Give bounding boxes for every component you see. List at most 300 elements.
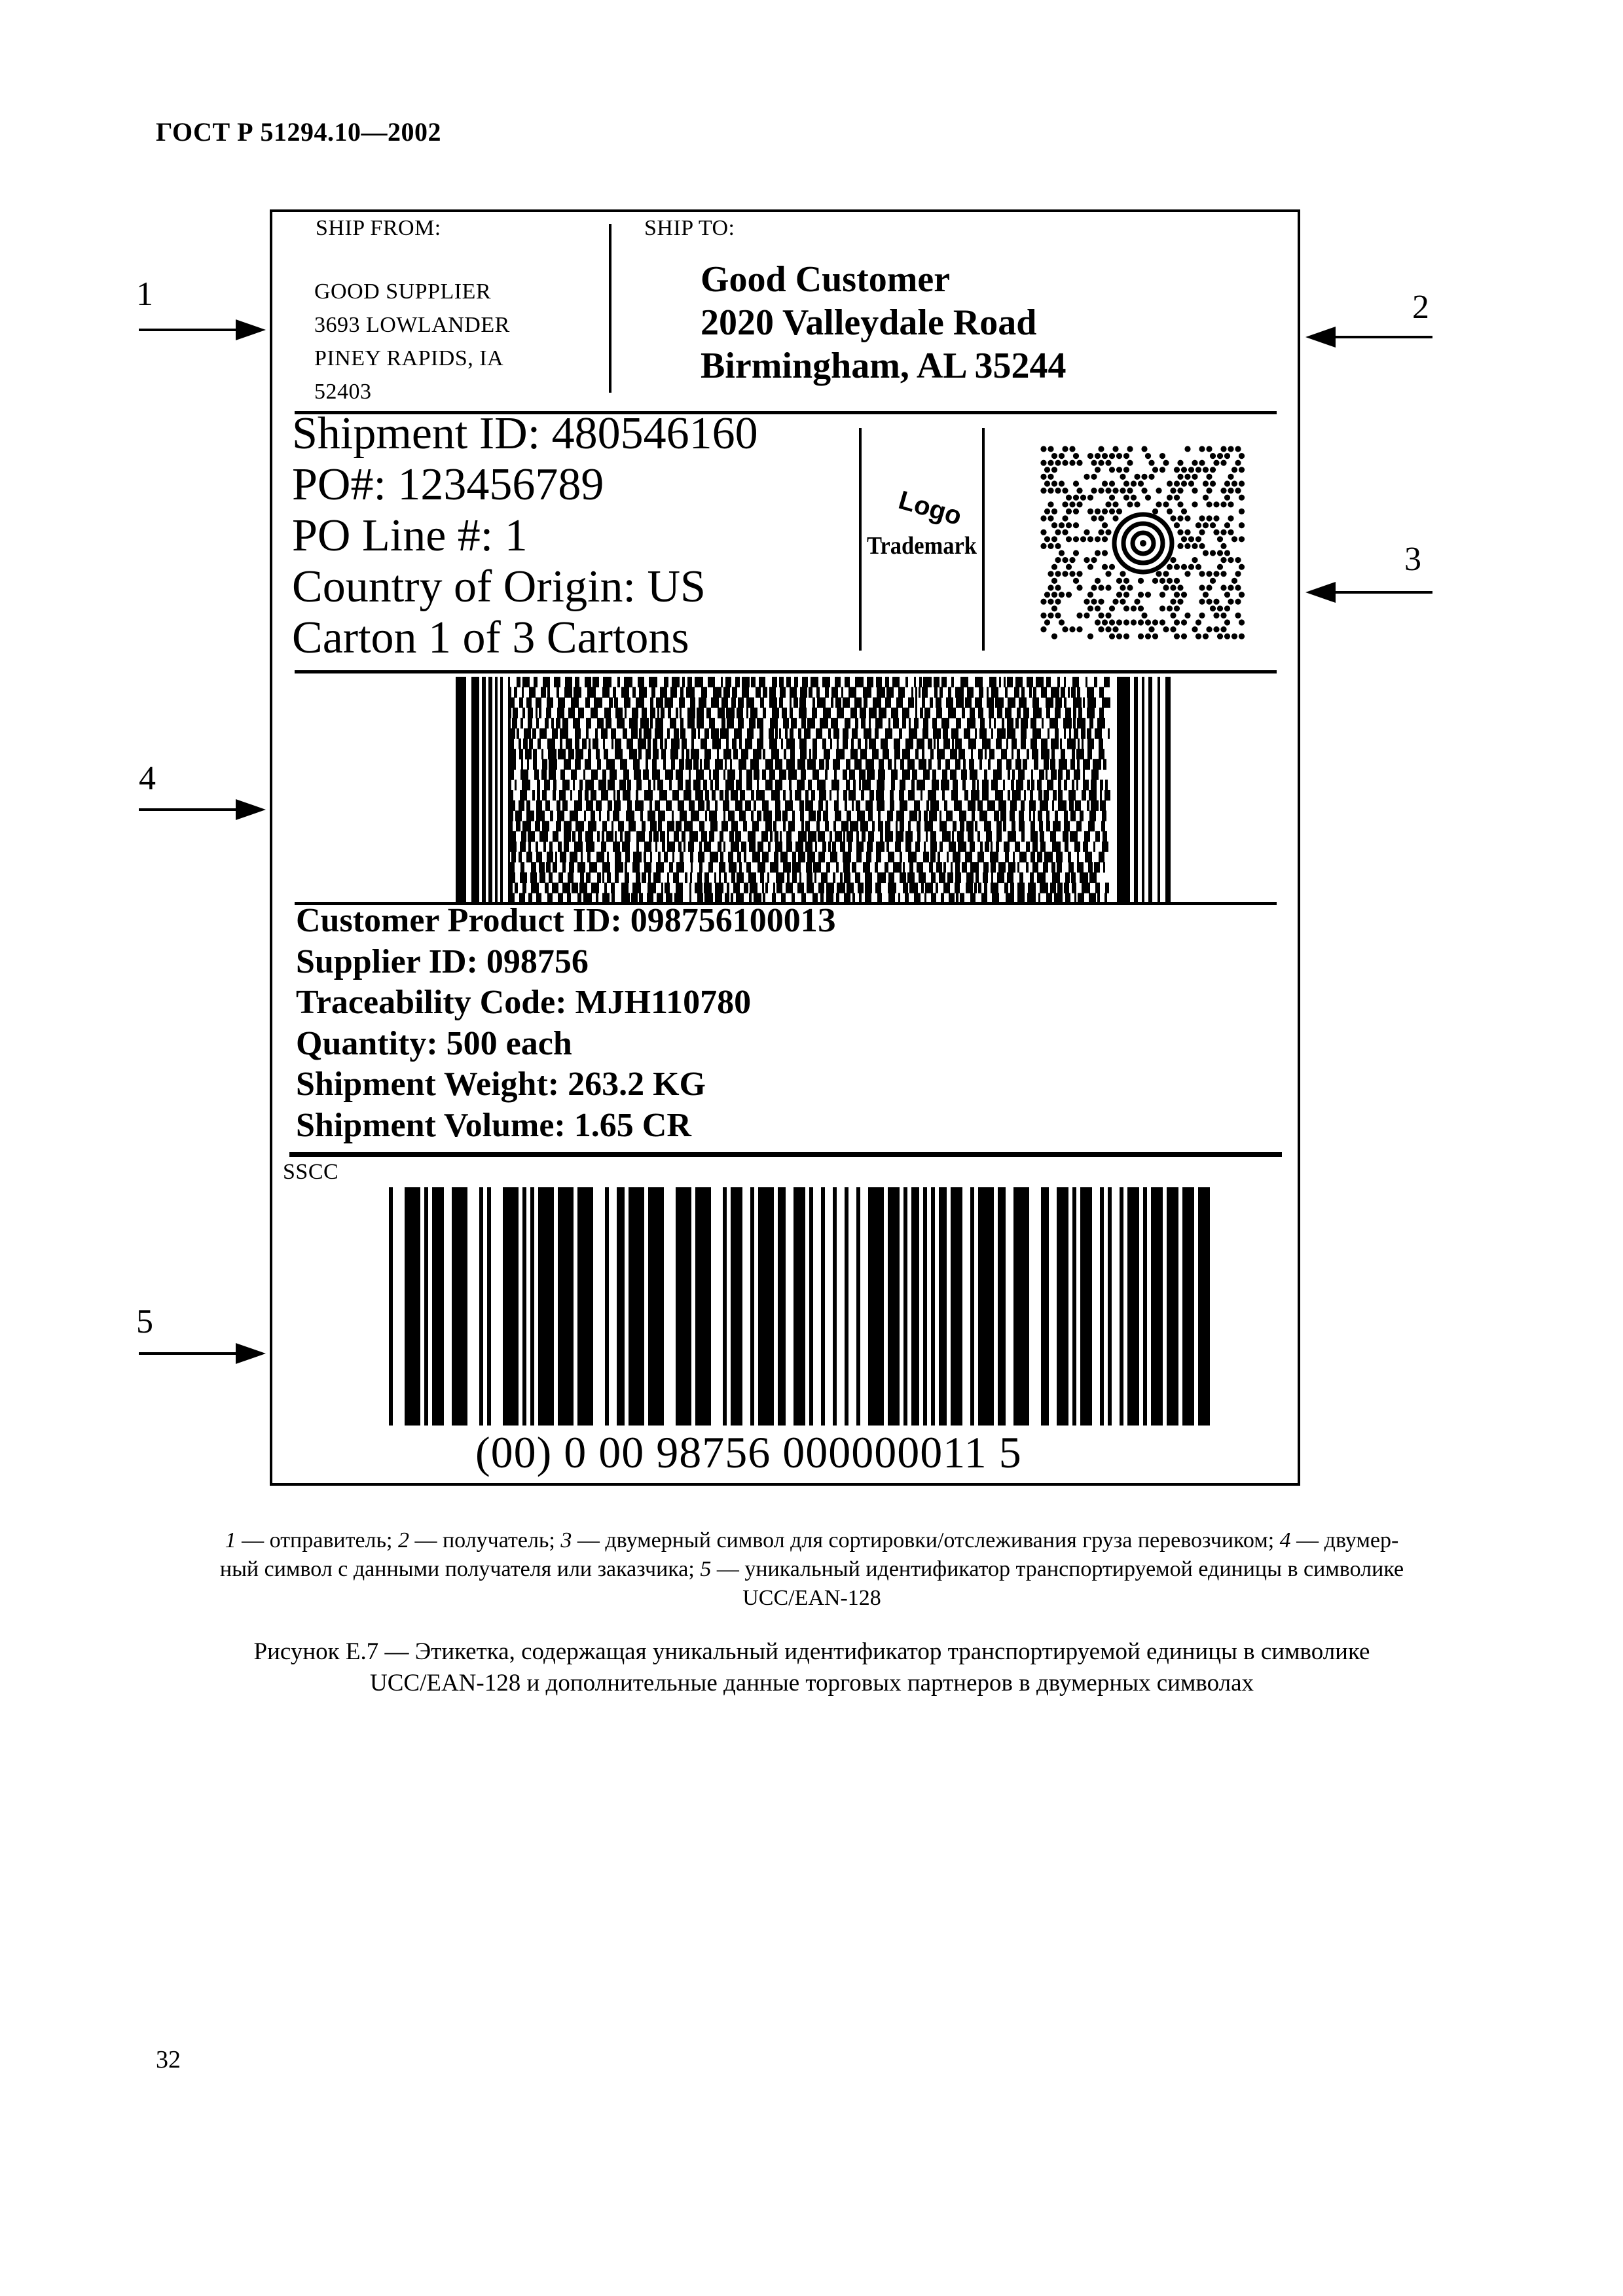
pdf417-module xyxy=(799,872,801,883)
pdf417-module xyxy=(775,728,778,739)
pdf417-module xyxy=(636,697,644,708)
pdf417-module xyxy=(1065,708,1071,718)
pdf417-module xyxy=(903,883,908,893)
pdf417-module xyxy=(575,677,579,687)
pdf417-module xyxy=(648,872,651,883)
pdf417-module xyxy=(1097,718,1105,728)
maxicode-module xyxy=(1059,453,1065,459)
pdf417-module xyxy=(556,800,560,811)
pdf417-module xyxy=(976,872,979,883)
pdf417-module xyxy=(601,790,608,800)
pdf417-module xyxy=(939,810,941,821)
maxicode-module xyxy=(1040,626,1046,632)
pdf417-module xyxy=(1017,883,1025,893)
pdf417-module xyxy=(788,770,797,780)
pdf417-module xyxy=(1074,770,1080,780)
maxicode-module xyxy=(1224,605,1230,611)
pdf417-module xyxy=(849,770,855,780)
maxicode-module xyxy=(1066,564,1072,570)
pdf417-module xyxy=(942,770,947,780)
maxicode-module xyxy=(1199,613,1205,619)
pdf417-module xyxy=(723,687,730,698)
pdf417-module xyxy=(790,708,793,718)
legend-number: 3 xyxy=(560,1528,572,1552)
maxicode-module xyxy=(1163,501,1169,507)
pdf417-module xyxy=(886,687,894,698)
pdf417-module xyxy=(980,718,985,728)
maxicode-module xyxy=(1076,460,1082,466)
pdf417-module xyxy=(724,872,727,883)
pdf417-module xyxy=(557,708,564,718)
pdf417-module xyxy=(765,759,773,770)
pdf417-module xyxy=(914,800,920,811)
pdf417-module xyxy=(519,800,524,811)
pdf417-module xyxy=(928,738,932,749)
pdf417-module xyxy=(1019,821,1025,831)
maxicode-module xyxy=(1069,571,1075,577)
pdf417-module xyxy=(930,842,937,852)
pdf417-module xyxy=(1058,790,1063,800)
maxicode-module xyxy=(1112,515,1118,521)
pdf417-module xyxy=(532,728,536,739)
maxicode-module xyxy=(1051,453,1057,459)
marker-2: 2 xyxy=(1412,289,1429,326)
pdf417-module xyxy=(698,852,704,862)
pdf417-module xyxy=(894,759,896,770)
pdf417-module xyxy=(1021,718,1028,728)
pdf417-module xyxy=(930,852,936,862)
maxicode-module xyxy=(1055,488,1061,493)
pdf417-module xyxy=(717,749,719,759)
pdf417-module xyxy=(699,697,706,708)
pdf417-module xyxy=(1032,862,1038,872)
maxicode-symbol xyxy=(1038,445,1248,648)
pdf417-module xyxy=(564,842,569,852)
pdf417-module xyxy=(725,677,731,687)
pdf417-module xyxy=(834,770,837,780)
pdf417-module xyxy=(643,770,649,780)
maxicode-module xyxy=(1055,613,1061,619)
pdf417-module xyxy=(1058,770,1063,780)
pdf417-module xyxy=(1047,780,1053,790)
pdf417-module xyxy=(560,770,565,780)
pdf417-module xyxy=(765,780,773,790)
maxicode-module xyxy=(1177,599,1183,605)
pdf417-module xyxy=(539,728,547,739)
pdf417-module xyxy=(566,738,572,749)
pdf417-module xyxy=(932,770,936,780)
pdf417-module xyxy=(818,831,825,842)
pdf417-module xyxy=(835,697,841,708)
pdf417-module xyxy=(1099,687,1104,698)
arrow-4-icon xyxy=(137,797,268,823)
pdf417-module xyxy=(508,728,515,739)
pdf417-module xyxy=(790,790,792,800)
pdf417-module xyxy=(620,831,623,842)
pdf417-module xyxy=(1030,852,1035,862)
pdf417-module xyxy=(857,810,865,821)
maxicode-module xyxy=(1087,453,1093,459)
pdf417-module xyxy=(508,770,514,780)
pdf417-module xyxy=(1044,790,1049,800)
pdf417-module xyxy=(735,831,741,842)
pdf417-module xyxy=(1037,780,1042,790)
pdf417-module xyxy=(966,883,973,893)
maxicode-module xyxy=(1239,509,1245,514)
pdf417-module xyxy=(786,842,792,852)
maxicode-module xyxy=(1192,501,1197,507)
pdf417-module xyxy=(718,708,725,718)
pdf417-module xyxy=(825,687,829,698)
pdf417-module xyxy=(1068,790,1076,800)
pdf417-module xyxy=(542,759,547,770)
maxicode-module xyxy=(1235,488,1241,493)
maxicode-module xyxy=(1220,543,1226,549)
pdf417-module xyxy=(1053,821,1061,831)
pdf417-module xyxy=(575,728,581,739)
pdf417-module xyxy=(991,883,998,893)
pdf417-module xyxy=(647,810,655,821)
pdf417-module xyxy=(580,872,584,883)
maxicode-module xyxy=(1084,557,1089,563)
pdf417-module xyxy=(1029,810,1031,821)
pdf417-module xyxy=(544,780,550,790)
pdf417-module xyxy=(1030,821,1035,831)
maxicode-module xyxy=(1076,501,1082,507)
maxicode-module xyxy=(1095,550,1101,556)
pdf417-module xyxy=(947,872,953,883)
pdf417-module xyxy=(738,697,744,708)
maxicode-module xyxy=(1105,613,1111,619)
pdf417-module xyxy=(615,862,623,872)
maxicode-module xyxy=(1098,529,1104,535)
pdf417-module xyxy=(712,790,716,800)
pdf417-module xyxy=(1077,759,1080,770)
pdf417-module xyxy=(639,687,647,698)
pdf417-module xyxy=(1008,831,1016,842)
maxicode-module xyxy=(1167,578,1173,584)
maxicode-module xyxy=(1228,446,1233,452)
pdf417-module xyxy=(647,883,656,893)
pdf417-module xyxy=(900,852,902,862)
pdf417-module xyxy=(994,810,999,821)
pdf417-module xyxy=(830,738,832,749)
pdf417-module xyxy=(513,708,518,718)
pdf417-module xyxy=(798,728,801,739)
maxicode-module xyxy=(1040,446,1046,452)
pdf417-module xyxy=(926,800,929,811)
pdf417-module xyxy=(845,677,850,687)
maxicode-module xyxy=(1206,571,1212,577)
pdf417-module xyxy=(508,677,510,687)
barcode-bar xyxy=(868,1187,884,1426)
pdf417-module xyxy=(621,687,629,698)
pdf417-module xyxy=(831,687,838,698)
pdf417-module xyxy=(687,718,695,728)
maxicode-module xyxy=(1174,634,1180,639)
marker-5: 5 xyxy=(136,1303,153,1340)
maxicode-module xyxy=(1152,578,1158,584)
barcode-bar xyxy=(558,1187,574,1426)
pdf417-module xyxy=(536,708,538,718)
pdf417-module xyxy=(846,759,850,770)
pdf417-module xyxy=(1099,749,1104,759)
pdf417-module xyxy=(1082,883,1090,893)
pdf417-module xyxy=(862,831,866,842)
maxicode-module xyxy=(1203,467,1209,473)
pdf417-module xyxy=(519,697,523,708)
pdf417-module xyxy=(938,852,940,862)
pdf417-module xyxy=(961,770,967,780)
maxicode-module xyxy=(1203,634,1209,639)
pdf417-module xyxy=(978,749,983,759)
maxicode-module xyxy=(1055,543,1061,549)
pdf417-module xyxy=(620,759,627,770)
pdf417-module xyxy=(1003,780,1005,790)
pdf417-module xyxy=(876,677,882,687)
pdf417-module xyxy=(1021,728,1027,739)
maxicode-module xyxy=(1213,460,1219,466)
pdf417-module xyxy=(529,738,533,749)
pdf417-module xyxy=(558,697,565,708)
pdf417-module xyxy=(661,708,665,718)
maxicode-module xyxy=(1048,474,1053,480)
pdf417-module xyxy=(709,810,717,821)
pdf417-module xyxy=(559,790,566,800)
maxicode-module xyxy=(1145,619,1151,625)
maxicode-module xyxy=(1116,467,1122,473)
pdf417-module xyxy=(528,831,535,842)
pdf417-module xyxy=(597,759,601,770)
pdf417-module xyxy=(658,821,662,831)
pdf417-module xyxy=(877,780,884,790)
pdf417-module xyxy=(522,687,524,698)
pdf417-module xyxy=(1019,852,1027,862)
pdf417-module xyxy=(1094,677,1097,687)
pdf417-module xyxy=(741,842,746,852)
barcode-bar xyxy=(939,1187,947,1426)
pdf417-module xyxy=(866,800,873,811)
pdf417-module xyxy=(1015,842,1020,852)
maxicode-module xyxy=(1073,495,1079,501)
pdf417-module xyxy=(728,810,735,821)
pdf417-module xyxy=(971,749,973,759)
pdf417-module xyxy=(746,708,748,718)
maxicode-module xyxy=(1040,515,1046,521)
pdf417-module xyxy=(1051,770,1057,780)
pdf417-module xyxy=(999,677,1001,687)
maxicode-module xyxy=(1051,564,1057,570)
pdf417-module xyxy=(895,842,901,852)
pdf417-module xyxy=(1008,790,1010,800)
marker-4: 4 xyxy=(139,760,156,797)
pdf417-module xyxy=(885,677,889,687)
maxicode-module xyxy=(1206,501,1212,507)
pdf417-module xyxy=(854,759,862,770)
pdf417-module xyxy=(1023,708,1029,718)
pdf417-module xyxy=(860,821,868,831)
pdf417-module xyxy=(1031,780,1034,790)
maxicode-module xyxy=(1213,599,1219,605)
maxicode-module xyxy=(1141,446,1147,452)
pdf417-module xyxy=(698,728,700,739)
pdf417-module xyxy=(689,831,698,842)
maxicode-module xyxy=(1239,592,1245,598)
pdf417-module xyxy=(786,883,793,893)
pdf417-module xyxy=(1057,677,1060,687)
pdf417-module xyxy=(574,842,583,852)
pdf417-module xyxy=(586,800,593,811)
pdf417-module xyxy=(885,831,893,842)
pdf417-module xyxy=(699,862,702,872)
pdf417-module xyxy=(1064,677,1066,687)
pdf417-module xyxy=(1064,697,1067,708)
pdf417-module xyxy=(742,687,749,698)
pdf417-module xyxy=(806,862,812,872)
pdf417-module xyxy=(853,780,856,790)
pdf417-module xyxy=(868,810,873,821)
pdf417-module xyxy=(939,821,947,831)
pdf417-module xyxy=(875,728,879,739)
pdf417-module xyxy=(767,872,769,883)
pdf417-module xyxy=(809,687,812,698)
pdf417-module xyxy=(1050,883,1056,893)
pdf417-module xyxy=(532,790,535,800)
pdf417-module xyxy=(1091,780,1097,790)
pdf417-module xyxy=(942,831,951,842)
pdf417-module xyxy=(680,810,687,821)
pdf417-module xyxy=(930,831,936,842)
pdf417-module xyxy=(558,872,563,883)
pdf417-module xyxy=(1023,759,1027,770)
pdf417-module xyxy=(1040,831,1044,842)
logo-trademark-icon xyxy=(864,480,979,565)
pdf417-module xyxy=(859,770,866,780)
maxicode-module xyxy=(1220,557,1226,563)
pdf417-module xyxy=(1087,728,1091,739)
pdf417-module xyxy=(959,810,966,821)
pdf417-module xyxy=(704,842,711,852)
product-info xyxy=(296,901,835,1146)
pdf417-module xyxy=(894,738,900,749)
maxicode-module xyxy=(1059,480,1065,486)
pdf417-module xyxy=(701,687,707,698)
pdf417-module xyxy=(1065,842,1068,852)
maxicode-module xyxy=(1231,578,1237,584)
pdf417-module xyxy=(718,842,721,852)
pdf417-module xyxy=(1068,852,1071,862)
maxicode-module xyxy=(1181,480,1187,486)
pdf417-module xyxy=(902,770,910,780)
maxicode-module xyxy=(1235,446,1241,452)
pdf417-module xyxy=(508,749,516,759)
pdf417-module xyxy=(1074,842,1080,852)
pdf417-module xyxy=(743,821,747,831)
barcode-bar xyxy=(405,1187,420,1426)
pdf417-module xyxy=(936,862,942,872)
pdf417-module xyxy=(614,697,618,708)
pdf417-module xyxy=(526,800,530,811)
maxicode-module xyxy=(1206,584,1212,590)
pdf417-module xyxy=(826,862,830,872)
pdf417-module xyxy=(596,800,602,811)
pdf417-module xyxy=(695,883,702,893)
pdf417-module xyxy=(830,831,832,842)
pdf417-module xyxy=(997,728,1006,739)
maxicode-module xyxy=(1138,605,1144,611)
maxicode-module xyxy=(1127,460,1133,466)
maxicode-module xyxy=(1048,613,1053,619)
pdf417-module xyxy=(922,687,928,698)
pdf417-module xyxy=(958,842,966,852)
pdf417-module xyxy=(725,790,729,800)
pdf417-module xyxy=(659,790,667,800)
pdf417-module xyxy=(703,780,707,790)
pdf417-module xyxy=(704,749,711,759)
pdf417-module xyxy=(701,738,707,749)
pdf417-module xyxy=(814,872,816,883)
pdf417-module xyxy=(726,708,735,718)
maxicode-module xyxy=(1210,522,1216,528)
pdf417-module xyxy=(1021,800,1025,811)
maxicode-module xyxy=(1210,480,1216,486)
pdf417-module xyxy=(891,770,898,780)
pdf417-module xyxy=(812,749,817,759)
pdf417-module xyxy=(625,862,627,872)
pdf417-module xyxy=(843,738,848,749)
pdf417-module xyxy=(520,872,527,883)
maxicode-module xyxy=(1116,619,1122,625)
maxicode-module xyxy=(1040,474,1046,480)
pdf417-module xyxy=(921,883,924,893)
pdf417-module xyxy=(1099,852,1104,862)
pdf417-module xyxy=(1046,770,1048,780)
pdf417-start-bar xyxy=(456,677,466,903)
pdf417-module xyxy=(549,842,553,852)
pdf417-module xyxy=(1008,770,1010,780)
pdf417-module xyxy=(730,759,732,770)
pdf417-module xyxy=(805,800,813,811)
pdf417-module xyxy=(868,831,874,842)
pdf417-module xyxy=(607,852,609,862)
pdf417-module xyxy=(515,780,517,790)
pdf417-module xyxy=(585,790,589,800)
pdf417-module xyxy=(613,687,616,698)
pdf417-module xyxy=(650,708,655,718)
legend-line xyxy=(156,1555,1468,1584)
pdf417-module xyxy=(845,800,847,811)
pdf417-module xyxy=(617,677,620,687)
pdf417-module xyxy=(588,749,591,759)
pdf417-module xyxy=(900,759,904,770)
maxicode-module xyxy=(1206,515,1212,521)
maxicode-module xyxy=(1080,495,1086,501)
pdf417-module xyxy=(762,852,769,862)
pdf417-module xyxy=(680,708,682,718)
pdf417-module xyxy=(876,790,884,800)
maxicode-module xyxy=(1105,488,1111,493)
maxicode-module xyxy=(1116,634,1122,639)
pdf417-module xyxy=(786,759,795,770)
pdf417-module xyxy=(602,862,610,872)
pdf417-module xyxy=(917,821,921,831)
pdf417-module xyxy=(1003,821,1006,831)
pdf417-module xyxy=(969,759,974,770)
pdf417-module xyxy=(613,842,620,852)
maxicode-module xyxy=(1177,529,1183,535)
barcode-bar xyxy=(522,1187,526,1426)
pdf417-module xyxy=(900,800,907,811)
